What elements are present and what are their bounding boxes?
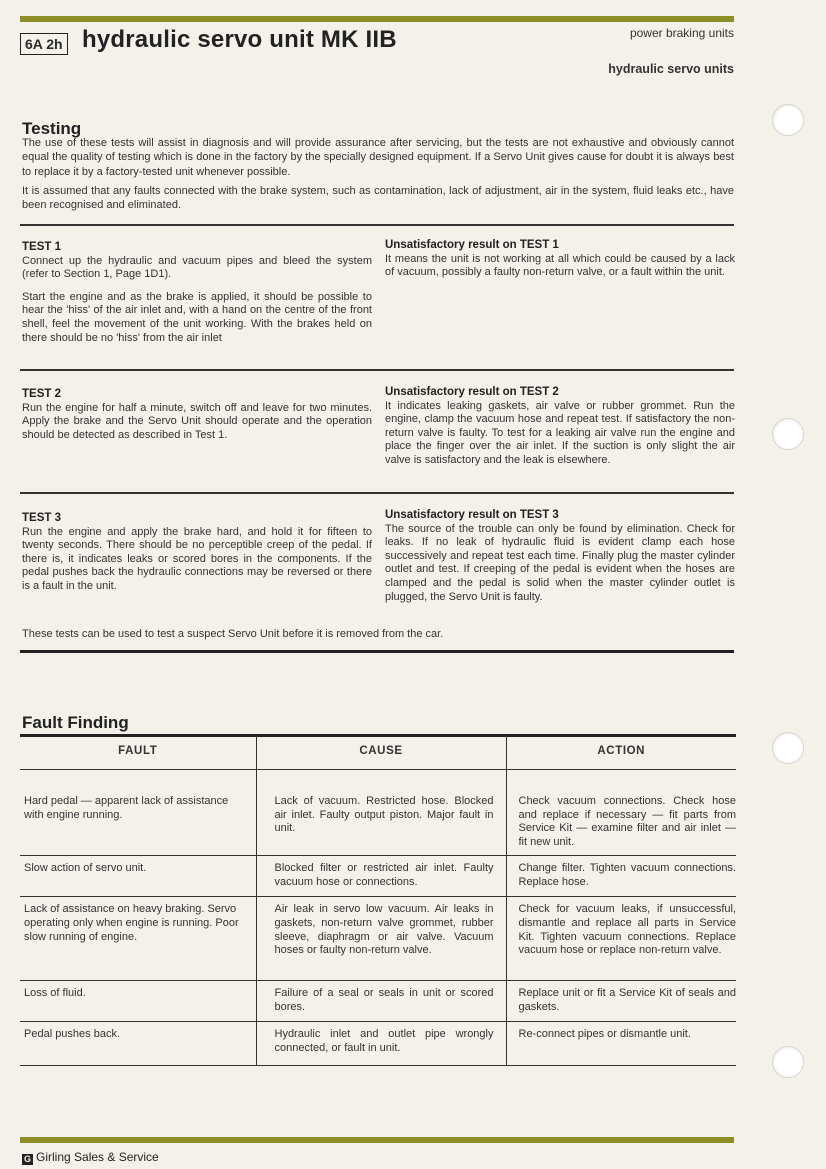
table-header-row <box>20 735 736 770</box>
fault-finding-heading: Fault Finding <box>22 713 129 732</box>
test-1-result-title: Unsatisfactory result on TEST 1 <box>385 239 559 251</box>
table-row <box>20 981 736 1022</box>
test-1-procedure <box>22 241 372 345</box>
divider <box>20 224 734 226</box>
test-1-paragraph-2: Start the engine and as the brake is applied, it should be possible to hear the 'hiss' of the air inlet and, with a hand on the centre of the front shell, feel the movement of the unit working. With the brakes held on there should be no 'hiss' from the air inlet <box>22 290 372 344</box>
testing-intro-paragraph: The use of these tests will assist in diagnosis and will provide assurance after servicing, but the tests are not exhaustive and obviously cannot equal the quality of testing which is done in the factory by the specially designed equipment. If a Servo Unit gives cause for doubt it is always best to replace it by a factory-tested unit whenever possible. <box>22 137 734 178</box>
cause-cell <box>256 856 506 897</box>
table-row <box>20 1022 736 1066</box>
fault-text: Loss of fluid. <box>24 987 86 1000</box>
column-header-fault: FAULT <box>20 735 256 770</box>
footer-text: Girling Sales & Service <box>36 1150 159 1164</box>
bottom-accent-bar <box>20 1137 734 1143</box>
binder-hole-lower-middle <box>772 732 804 764</box>
cause-text: Hydraulic inlet and outlet pipe wrongly connected, or fault in unit. <box>274 1028 494 1054</box>
fault-cell <box>20 1022 256 1066</box>
test-1-title: TEST 1 <box>22 241 61 253</box>
cause-cell <box>256 770 506 856</box>
action-text: Replace unit or fit a Service Kit of seals and gaskets. <box>518 987 736 1013</box>
column-header-cause: CAUSE <box>256 735 506 770</box>
fault-cell <box>20 856 256 897</box>
testing-assumption-paragraph: It is assumed that any faults connected with the brake system, such as contamination, lack of adjustment, air in the system, fluid leaks etc., have been recognised and eliminated. <box>22 185 734 212</box>
action-text: Check vacuum connections. Check hose and replace if necessary — fit parts from Service Kit — examine filter and air inlet — fit new unit. <box>518 795 736 848</box>
action-cell <box>506 897 736 981</box>
fault-cell <box>20 770 256 856</box>
cause-cell <box>256 981 506 1022</box>
fault-finding-table <box>20 735 736 1066</box>
divider <box>20 492 734 494</box>
binder-hole-top <box>772 104 804 136</box>
test-3-title: TEST 3 <box>22 512 61 524</box>
fault-text: Pedal pushes back. <box>24 1028 121 1041</box>
action-text: Check for vacuum leaks, if unsuccessful, dismantle and replace all parts in Service Kit. Tighten vacuum connections. Replace vacuum hose or replace non-return valve. <box>518 903 736 957</box>
cause-cell <box>256 897 506 981</box>
top-accent-bar <box>20 16 734 22</box>
test-3-paragraph-1: Run the engine and apply the brake hard, and hold it for fifteen to twenty seconds. There should be no perceptible creep of the pedal. If there is, it indicates leaks or scored bores in the components. If the pedal pushes back the hydraulic connections may be reversed or there is a fault in the unit. <box>22 525 372 592</box>
test-2-procedure <box>22 388 372 442</box>
test-3-result <box>385 509 735 604</box>
divider <box>20 369 734 371</box>
page-code-box: 6A 2h <box>20 33 68 55</box>
subsection-label: hydraulic servo units <box>608 62 734 76</box>
cause-cell <box>256 1022 506 1066</box>
column-header-action: ACTION <box>506 735 736 770</box>
test-2-result <box>385 386 735 468</box>
fault-text: Lack of assistance on heavy braking. Servo operating only when engine is running. Poor slow running of engine. <box>24 903 239 943</box>
table-row <box>20 856 736 897</box>
binder-hole-bottom <box>772 1046 804 1078</box>
test-2-result-title: Unsatisfactory result on TEST 2 <box>385 386 559 398</box>
tests-note: These tests can be used to test a suspect Servo Unit before it is removed from the car. <box>22 628 444 640</box>
test-1-paragraph-1: Connect up the hydraulic and vacuum pipes and bleed the system (refer to Section 1, Page 1D1). <box>22 254 372 281</box>
cause-text: Failure of a seal or seals in unit or scored bores. <box>274 987 494 1013</box>
test-3-result-title: Unsatisfactory result on TEST 3 <box>385 509 559 521</box>
fault-cell <box>20 981 256 1022</box>
action-cell <box>506 770 736 856</box>
cause-text: Air leak in servo low vacuum. Air leaks in gaskets, non-return valve grommet, rubber sleeve, diaphragm or air valve. Vacuum hoses or faulty non-return valve. <box>274 903 494 957</box>
test-2-result-body: It indicates leaking gaskets, air valve or rubber grommet. Run the engine, clamp the vacuum hose and repeat test. If satisfactory the non-return valve is faulty. To test for a leaking air valve run the engine and place the finger over the air inlet. If the suction is only slight the air valve is satisfactory and the leak is elsewhere. <box>385 399 735 466</box>
girling-logo-icon: G <box>23 1154 31 1164</box>
fault-text: Hard pedal — apparent lack of assistance with engine running. <box>24 795 229 821</box>
page-title: hydraulic servo unit MK IIB <box>82 26 397 53</box>
test-2-paragraph-1: Run the engine for half a minute, switch off and leave for two minutes. Apply the brake and the Servo Unit should operate and the operation should be detected as described in Test 1. <box>22 401 372 441</box>
action-text: Change filter. Tighten vacuum connections. Replace hose. <box>518 862 736 888</box>
test-3-result-body: The source of the trouble can only be found by elimination. Check for leaks. If no leak of hydraulic fluid is evident clamp each hose successively and repeat test each time. Finally plug the master cylinder outlet and test. If creeping of the pedal is evident when the hoses are clamped and the pedal is solid when the master cylinder outlet is plugged, the Servo Unit is faulty. <box>385 522 735 603</box>
test-1-result <box>385 239 735 280</box>
action-cell <box>506 981 736 1022</box>
test-2-title: TEST 2 <box>22 388 61 400</box>
action-text: Re-connect pipes or dismantle unit. <box>518 1028 691 1041</box>
testing-heading: Testing <box>22 119 82 138</box>
fault-cell <box>20 897 256 981</box>
action-cell <box>506 1022 736 1066</box>
footer <box>22 1150 159 1165</box>
cause-text: Lack of vacuum. Restricted hose. Blocked air inlet. Faulty output piston. Major fault in unit. <box>274 795 494 835</box>
table-row <box>20 897 736 981</box>
fault-text: Slow action of servo unit. <box>24 862 147 875</box>
section-end-rule <box>20 650 734 653</box>
cause-text: Blocked filter or restricted air inlet. Faulty vacuum hose or connections. <box>274 862 494 888</box>
table-row <box>20 770 736 856</box>
test-3-procedure <box>22 512 372 594</box>
section-label: power braking units <box>629 26 734 40</box>
action-cell <box>506 856 736 897</box>
test-1-result-body: It means the unit is not working at all which could be caused by a lack of vacuum, possibly a faulty non-return valve, or a fault within the unit. <box>385 252 735 279</box>
binder-hole-upper-middle <box>772 418 804 450</box>
